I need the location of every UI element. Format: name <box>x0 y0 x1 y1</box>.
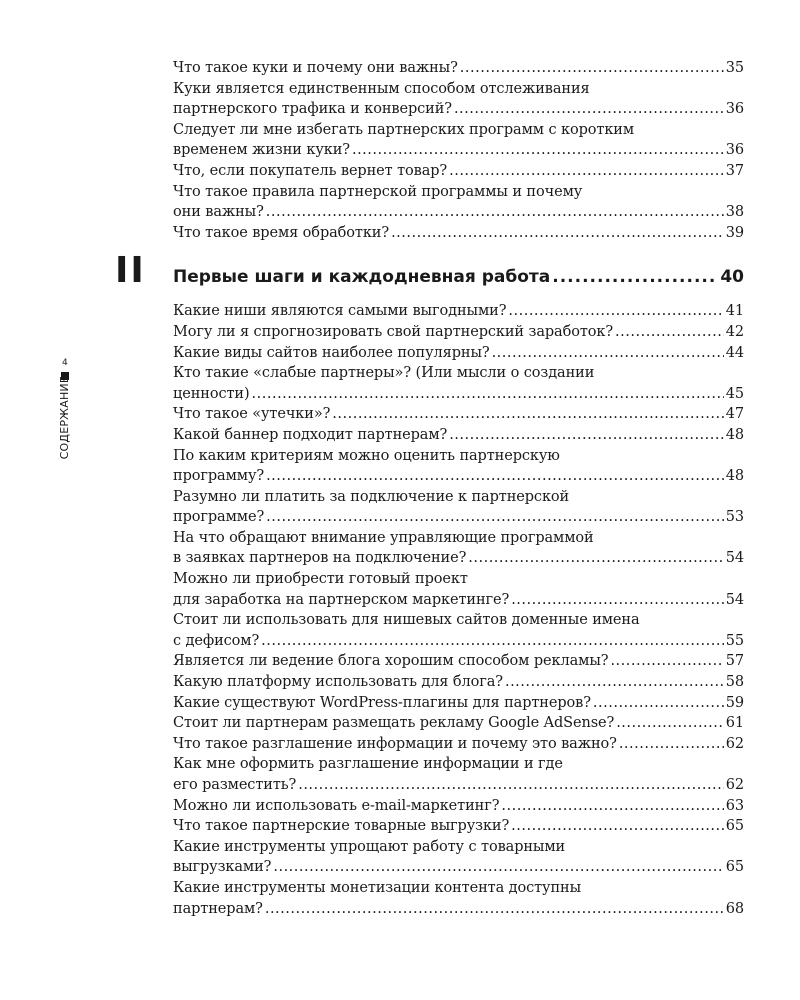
table-of-contents <box>115 58 744 919</box>
toc-page-number: 55 <box>725 632 744 649</box>
toc-entry-line <box>173 590 744 611</box>
toc-entry-line <box>173 899 744 920</box>
toc-entry[interactable] <box>173 446 744 487</box>
toc-page-number: 65 <box>725 859 744 876</box>
dot-leader <box>352 140 724 155</box>
dot-leader <box>273 857 723 872</box>
toc-entry-line <box>173 651 744 672</box>
toc-entry[interactable] <box>173 301 744 322</box>
dot-leader <box>501 796 723 811</box>
toc-entry-line <box>173 713 744 734</box>
toc-entry-line <box>173 99 744 120</box>
toc-entry-title: они важны? <box>173 204 264 221</box>
toc-entry-title: Что такое «утечки»? <box>173 406 331 423</box>
toc-entry[interactable] <box>173 878 744 919</box>
dot-leader <box>615 322 724 337</box>
toc-entry-title: Что такое разглашение информации и почему это важно? <box>173 735 617 752</box>
dot-leader <box>511 590 724 605</box>
toc-entry[interactable] <box>173 569 744 610</box>
toc-entry-title: его разместить? <box>173 777 297 793</box>
toc-entry-title: По каким критериям можно оценить партнерскую <box>173 447 560 464</box>
toc-entry-title: Что такое куки и почему они важны? <box>173 60 458 76</box>
toc-entry[interactable] <box>173 322 744 343</box>
dot-leader <box>616 713 724 728</box>
running-header: СОДЕРЖАНИЕ <box>58 376 71 460</box>
toc-page-number: 44 <box>725 344 744 361</box>
toc-entry-line <box>173 507 744 528</box>
toc-entry-line <box>173 182 744 203</box>
dot-leader <box>492 343 724 358</box>
toc-entry[interactable] <box>173 713 744 734</box>
toc-entry[interactable] <box>173 672 744 693</box>
toc-page-number: 38 <box>725 204 744 221</box>
toc-entry-line <box>173 734 744 755</box>
toc-entry-line <box>173 79 744 100</box>
toc-entry[interactable] <box>173 120 744 161</box>
toc-entries-after <box>173 301 744 919</box>
dot-leader <box>511 816 724 831</box>
toc-entry-title: программе? <box>173 509 265 526</box>
toc-entry-line <box>173 837 744 858</box>
toc-entry-title: Кто такие «слабые партнеры»? (Или мысли о создании <box>173 365 595 382</box>
toc-page-number: 47 <box>725 406 744 423</box>
toc-page-number: 65 <box>725 818 744 835</box>
toc-entry[interactable] <box>173 343 744 364</box>
toc-page-number: 62 <box>725 735 744 752</box>
toc-entry-title: Что такое время обработки? <box>173 224 390 241</box>
toc-entry-title: На что обращают внимание управляющие программой <box>173 529 594 546</box>
toc-entry-title: партнерам? <box>173 900 263 917</box>
toc-entry-line <box>173 775 744 796</box>
toc-page-number: 63 <box>725 797 744 814</box>
toc-entry-line <box>173 58 744 79</box>
toc-entry-title: Какие инструменты упрощают работу с товарными <box>173 838 566 855</box>
toc-entry[interactable] <box>173 734 744 755</box>
dot-leader <box>265 899 724 914</box>
toc-entry-title: Могу ли я спрогнозировать свой партнерский заработок? <box>173 323 614 340</box>
toc-entry-title: с дефисом? <box>173 632 260 649</box>
toc-page-number: 57 <box>725 653 744 670</box>
dot-leader <box>552 267 718 284</box>
toc-entry-line <box>173 569 744 590</box>
toc-entry-title: в заявках партнеров на подключение? <box>173 550 467 567</box>
toc-entry-title: Как мне оформить разглашение информации и где <box>173 756 563 773</box>
toc-entry-title: Что такое партнерские товарные выгрузки? <box>173 818 510 835</box>
toc-page-number: 68 <box>725 900 744 917</box>
toc-page-number: 48 <box>725 426 744 443</box>
toc-entry-title: Какой баннер подходит партнерам? <box>173 426 448 443</box>
toc-page-number: 54 <box>725 591 744 608</box>
toc-entry[interactable] <box>173 816 744 837</box>
toc-entry-line <box>173 223 744 244</box>
dot-leader <box>266 202 724 217</box>
toc-entry-title: Стоит ли использовать для нишевых сайтов доменные имена <box>173 612 640 629</box>
toc-entry-line <box>173 404 744 425</box>
toc-entry-line <box>173 466 744 487</box>
toc-entry-title: ценности) <box>173 385 250 402</box>
toc-entry-line <box>173 301 744 322</box>
toc-entry-title: выгрузками? <box>173 859 272 876</box>
toc-page-number: 45 <box>725 385 744 402</box>
toc-entry-line <box>173 140 744 161</box>
toc-entry[interactable] <box>173 610 744 651</box>
toc-page-number: 39 <box>725 224 744 241</box>
toc-entry-line <box>173 425 744 446</box>
toc-page-number: 35 <box>725 60 744 76</box>
toc-entry-line <box>173 631 744 652</box>
toc-entry-title: партнерского трафика и конверсий? <box>173 101 452 118</box>
dot-leader <box>460 58 724 73</box>
toc-page-number: 58 <box>725 674 744 691</box>
toc-entry[interactable] <box>173 651 744 672</box>
section-title: Первые шаги и каждодневная работа <box>173 267 551 288</box>
toc-entry-title: временем жизни куки? <box>173 142 350 159</box>
toc-entry-title: Является ли ведение блога хорошим способом рекламы? <box>173 653 609 670</box>
toc-entry-title: Куки является единственным способом отслеживания <box>173 80 590 97</box>
toc-entry-title: Следует ли мне избегать партнерских программ с коротким <box>173 121 635 138</box>
toc-entry-line <box>173 528 744 549</box>
toc-entry-line <box>173 672 744 693</box>
toc-entry-line <box>173 322 744 343</box>
page-margin <box>54 358 76 488</box>
toc-entry-line <box>173 161 744 182</box>
toc-entry-title: Разумно ли платить за подключение к партнерской <box>173 488 570 505</box>
toc-page-number: 42 <box>725 323 744 340</box>
toc-entry-line <box>173 202 744 223</box>
toc-entry-title: Что такое правила партнерской программы и почему <box>173 183 583 200</box>
dot-leader <box>332 404 723 419</box>
dot-leader <box>468 548 723 563</box>
dot-leader <box>266 507 724 522</box>
dot-leader <box>298 775 724 790</box>
toc-page-number: 61 <box>725 715 744 732</box>
toc-page-number: 41 <box>725 303 744 320</box>
toc-entry-title: Можно ли использовать e-mail-маркетинг? <box>173 797 500 814</box>
toc-entry-title: программу? <box>173 468 265 485</box>
toc-entry[interactable] <box>173 363 744 404</box>
dot-leader <box>593 693 724 708</box>
toc-entry[interactable] <box>173 528 744 569</box>
toc-page-number: 62 <box>725 777 744 793</box>
toc-page-number: 54 <box>725 550 744 567</box>
toc-entry-line <box>173 363 744 384</box>
toc-entry[interactable] <box>173 754 744 795</box>
toc-entry-title: для заработка на партнерском маркетинге? <box>173 591 510 608</box>
dot-leader <box>508 301 723 316</box>
toc-entry[interactable] <box>173 404 744 425</box>
toc-entry-title: Какую платформу использовать для блога? <box>173 674 503 691</box>
toc-entry-line <box>173 120 744 141</box>
toc-entry-line <box>173 693 744 714</box>
toc-entry[interactable] <box>173 487 744 528</box>
dot-leader <box>391 223 724 238</box>
dot-leader <box>454 99 724 114</box>
toc-entry-title: Можно ли приобрести готовый проект <box>173 571 468 588</box>
toc-section-heading[interactable] <box>115 250 744 299</box>
toc-page-number: 36 <box>725 101 744 118</box>
toc-entry-line <box>173 610 744 631</box>
toc-entry[interactable] <box>173 161 744 182</box>
toc-entry-line <box>173 343 744 364</box>
page-number: 4 <box>62 358 68 368</box>
dot-leader <box>610 651 723 666</box>
toc-entry-title: Какие виды сайтов наиболее популярны? <box>173 344 490 361</box>
toc-entry-title: Какие существуют WordPress-плагины для партнеров? <box>173 694 591 711</box>
toc-entry-line <box>173 878 744 899</box>
section-numeral: II <box>115 250 146 292</box>
toc-entry-title: Какие инструменты монетизации контента доступны <box>173 879 582 896</box>
toc-entry[interactable] <box>173 425 744 446</box>
section-page-number: 40 <box>720 267 744 288</box>
toc-entry-title: Стоит ли партнерам размещать рекламу Google AdSense? <box>173 715 615 732</box>
toc-entry-line <box>173 754 744 775</box>
toc-entry[interactable] <box>173 796 744 817</box>
toc-entry[interactable] <box>173 693 744 714</box>
toc-page-number: 48 <box>725 468 744 485</box>
dot-leader <box>449 161 724 176</box>
toc-entry[interactable] <box>173 58 744 79</box>
dot-leader <box>505 672 724 687</box>
toc-entry-line <box>173 487 744 508</box>
toc-entry-line <box>173 446 744 467</box>
dot-leader <box>619 734 724 749</box>
toc-entry[interactable] <box>173 79 744 120</box>
toc-entry-title: Какие ниши являются самыми выгодными? <box>173 303 507 320</box>
dot-leader <box>252 384 724 399</box>
toc-entry[interactable] <box>173 837 744 878</box>
toc-entry-line <box>173 816 744 837</box>
toc-entry-line <box>173 857 744 878</box>
toc-page-number: 59 <box>725 694 744 711</box>
toc-entry[interactable] <box>173 223 744 244</box>
dot-leader <box>266 466 724 481</box>
toc-page-number: 37 <box>725 162 744 179</box>
toc-entry[interactable] <box>173 182 744 223</box>
toc-page-number: 36 <box>725 142 744 159</box>
toc-entry-line <box>173 796 744 817</box>
toc-entry-line <box>173 384 744 405</box>
toc-page-number: 53 <box>725 509 744 526</box>
dot-leader <box>261 631 724 646</box>
section-title-line <box>173 267 744 287</box>
dot-leader <box>449 425 724 440</box>
toc-entry-title: Что, если покупатель вернет товар? <box>173 162 448 179</box>
toc-entry-line <box>173 548 744 569</box>
toc-entries-before <box>173 58 744 243</box>
